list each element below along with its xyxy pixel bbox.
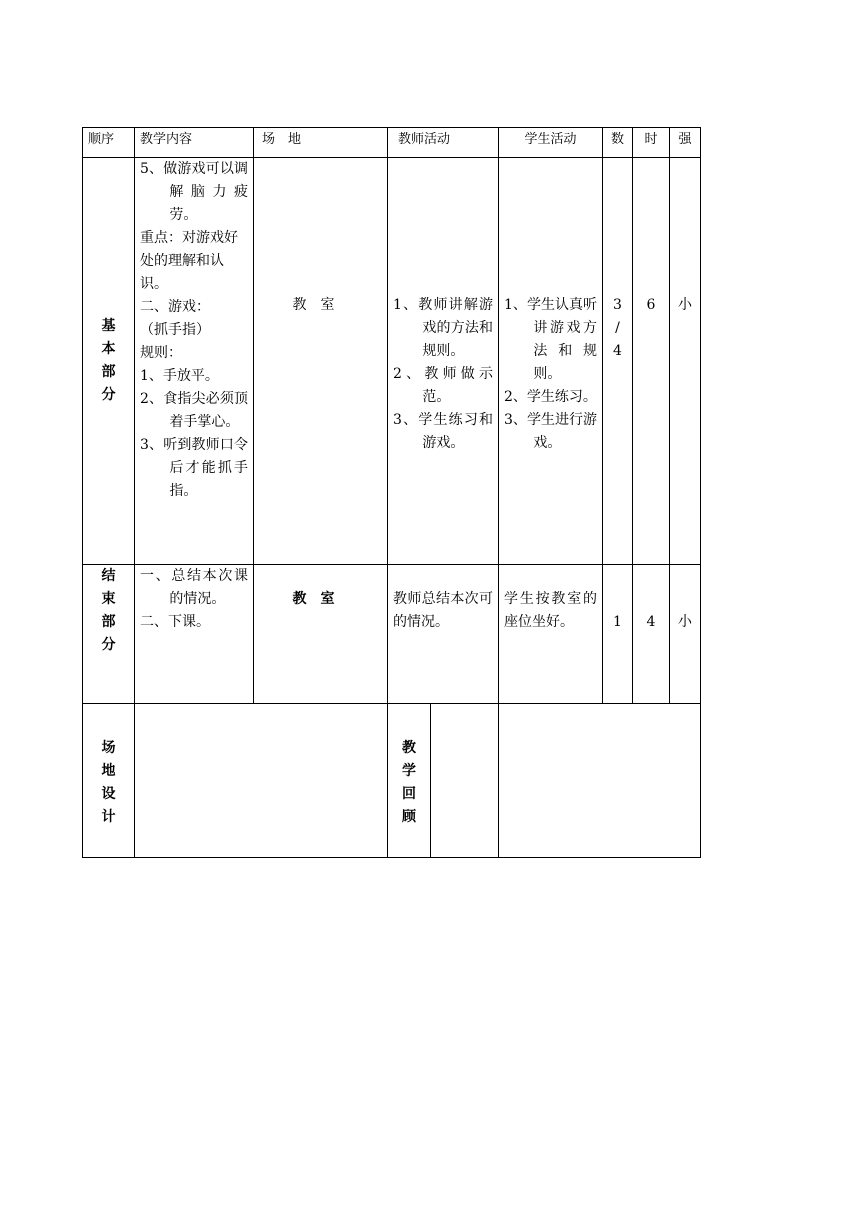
content-line: 规则： (140, 345, 182, 361)
header-content: 教学内容 (135, 128, 254, 158)
teacher-line: 1、教师讲解游戏的方法和规则。 (393, 297, 494, 359)
header-student: 学生活动 (499, 128, 603, 158)
content-line: 1、手放平。 (140, 368, 219, 384)
header-venue: 场 地 (254, 128, 388, 158)
basic-count: 3 / 4 (603, 158, 633, 565)
lesson-plan-table (82, 127, 701, 858)
header-time: 时 (633, 128, 670, 158)
header-count: 数 (603, 128, 633, 158)
basic-student-activity (499, 158, 603, 565)
section-label-ending: 结 束 部 分 (83, 565, 135, 704)
teacher-line: 3、学生练习和游戏。 (393, 412, 494, 451)
student-line: 1、学生认真听讲游戏方法和规则。 (504, 297, 598, 382)
ending-section-row (83, 565, 701, 704)
basic-intensity: 小 (670, 158, 701, 565)
content-line: 一、总结本次课的情况。 (140, 568, 248, 607)
content-line: 5、做游戏可以调解脑力疲劳。 (140, 161, 248, 223)
basic-time: 6 (633, 158, 670, 565)
basic-teacher-activity (388, 158, 499, 565)
content-line: （抓手指） (140, 322, 210, 338)
header-teacher: 教师活动 (388, 128, 499, 158)
content-line: 重点：对游戏好处的理解和认识。 (140, 230, 238, 292)
header-row (83, 128, 701, 158)
content-line: 3、听到教师口令后才能抓手指。 (140, 437, 248, 499)
basic-content (135, 158, 254, 565)
ending-intensity: 小 (670, 565, 701, 704)
footer-row (83, 704, 701, 858)
ending-student-activity: 学生按教室的座位坐好。 (499, 565, 603, 704)
student-line: 3、学生进行游戏。 (504, 412, 598, 451)
review-area (499, 704, 701, 858)
ending-venue: 教室 (254, 565, 388, 704)
review-label: 教 学 回 顾 (388, 704, 431, 857)
ending-count: 1 (603, 565, 633, 704)
teacher-line: 2、教师做示范。 (393, 366, 494, 405)
section-label-basic: 基 本 部 分 (83, 158, 135, 565)
content-line: 2、食指尖必须顶着手掌心。 (140, 391, 248, 430)
site-design-label: 场 地 设 计 (83, 704, 135, 858)
ending-content (135, 565, 254, 704)
content-line: 二、下课。 (140, 614, 210, 630)
ending-teacher-activity: 教师总结本次可的情况。 (388, 565, 499, 704)
student-line: 2、学生练习。 (504, 389, 597, 405)
site-design-area (135, 704, 388, 858)
review-cell (388, 704, 499, 858)
header-order: 顺序 (83, 128, 135, 158)
header-intensity: 强 (670, 128, 701, 158)
basic-section-row (83, 158, 701, 565)
ending-time: 4 (633, 565, 670, 704)
content-line: 二、游戏： (140, 299, 210, 315)
basic-venue: 教室 (254, 158, 388, 565)
